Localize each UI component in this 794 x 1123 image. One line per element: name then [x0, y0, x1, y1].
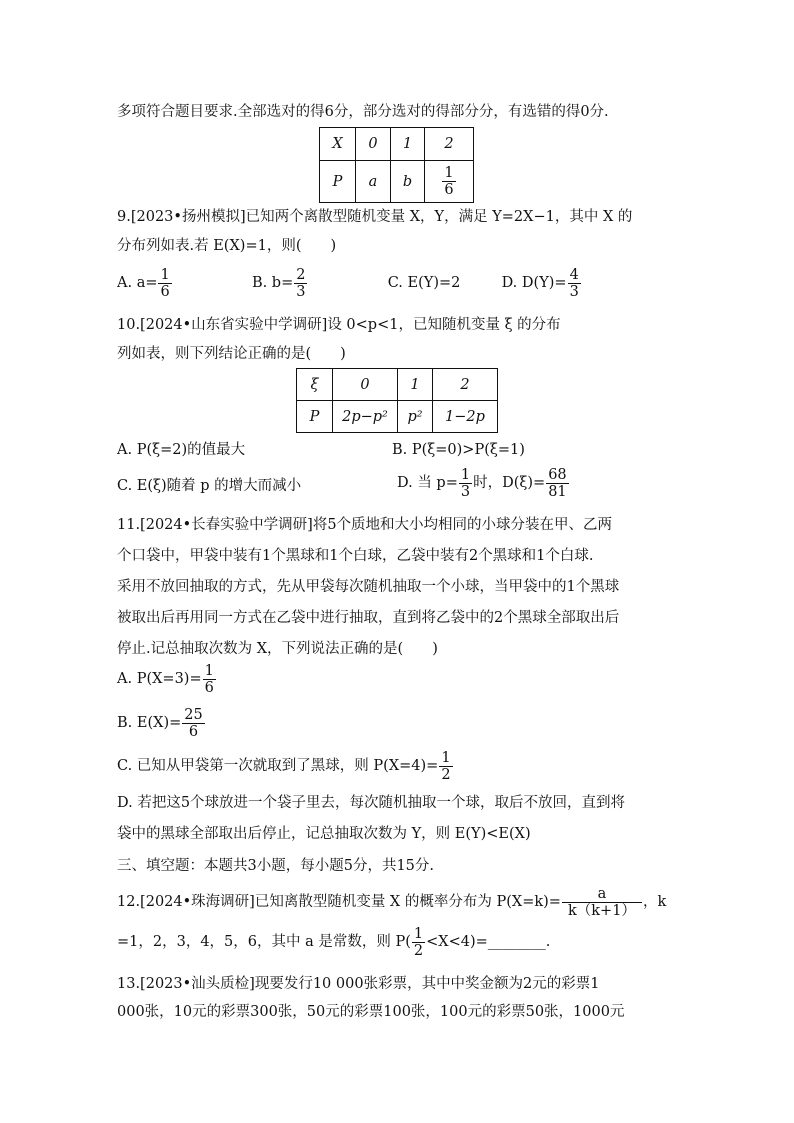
q10-line2: 列如表，则下列结论正确的是( ) [117, 346, 346, 362]
q11-line4: 被取出后再用同一方式在乙袋中进行抽取，直到将乙袋中的2个黑球全部取出后 [117, 610, 620, 626]
q11-option-d1: D. 若把这5个球放进一个袋子里去，每次随机抽取一个球，取后不放回，直到将 [117, 795, 626, 811]
table-cell: p² [398, 401, 433, 433]
intro-line: 多项符合题目要求.全部选对的得6分，部分选对的得部分分，有选错的得0分. [117, 104, 609, 120]
q9-option-a: A. a= $\frac{1}{6}$ [117, 266, 170, 300]
q10-option-d: D. 当 p= $\frac{1}{3}$ 时，D(ξ)= $\frac{68}{81}$ [397, 466, 567, 500]
q9-option-b: B. b= $\frac{2}{3}$ [251, 266, 306, 300]
table-cell: P [320, 161, 356, 203]
frac-num: 1 [444, 165, 454, 181]
q12-line1: 12.[2024•珠海调研]已知离散型随机变量 X 的概率分布为 P(X=k)= $\frac{a}{k(k+1)}$ ，k [117, 885, 667, 919]
table-cell: 2 [433, 369, 498, 401]
q13-line1: 13.[2023•汕头质检]现要发行10 000张彩票，其中中奖金额为2元的彩票1 [117, 976, 600, 992]
q9-options [117, 266, 582, 300]
table-cell: b [391, 161, 425, 203]
q10-option-b: B. P(ξ=0)>P(ξ=1) [392, 442, 525, 458]
q10-option-c: C. E(ξ)随着 p 的增大而减小 [117, 478, 302, 494]
q11-option-d2: 袋中的黑球全部取出后停止，记总抽取次数为 Y，则 E(Y)<E(X) [117, 826, 531, 842]
q9-distribution-table [319, 127, 474, 203]
q9-line2: 分布列如表.若 E(X)=1，则( ) [117, 238, 337, 254]
q10-line1: 10.[2024•山东省实验中学调研]设 0<p<1，已知随机变量 ξ 的分布 [117, 317, 561, 333]
q10-option-a: A. P(ξ=2)的值最大 [117, 442, 246, 458]
q11-option-b: B. E(X)= $\frac{25}{6}$ [117, 706, 203, 740]
q11-option-c: C. 已知从甲袋第一次就取到了黑球，则 P(X=4)= $\frac{1}{2}$ [117, 749, 451, 783]
table-cell: 0 [333, 369, 398, 401]
table-cell: 2p−p² [333, 401, 398, 433]
q9-option-d: D. D(Y)= $\frac{4}{3}$ [501, 266, 579, 300]
q11-line2: 个口袋中，甲袋中装有1个黑球和1个白球，乙袋中装有2个黑球和1个白球. [117, 548, 594, 564]
q10-distribution-table [296, 368, 498, 433]
q11-line5: 停止.记总抽取次数为 X，下列说法正确的是( ) [117, 641, 438, 657]
q11-option-a: A. P(X=3)= $\frac{1}{6}$ [117, 662, 214, 696]
frac-den: 6 [444, 182, 454, 198]
table-cell: a [356, 161, 391, 203]
q11-line1: 11.[2024•长春实验中学调研]将5个质地和大小均相同的小球分装在甲、乙两 [117, 517, 613, 533]
q9-line1: 9.[2023•扬州模拟]已知两个离散型随机变量 X，Y，满足 Y=2X−1，其中 X 的 [117, 209, 633, 225]
table-cell: 0 [356, 128, 391, 161]
q11-line3: 采用不放回抽取的方式，先从甲袋每次随机抽取一个小球，当甲袋中的1个黑球 [117, 579, 620, 595]
table-cell-fraction [425, 161, 474, 203]
q9-option-c: C. E(Y)=2 [387, 275, 461, 291]
table-cell: P [297, 401, 333, 433]
table-cell: 2 [425, 128, 474, 161]
table-cell: 1 [391, 128, 425, 161]
table-cell: X [320, 128, 356, 161]
table-cell: ξ [297, 369, 333, 401]
table-cell: 1 [398, 369, 433, 401]
section-heading: 三、填空题：本题共3小题，每小题5分，共15分. [117, 858, 435, 874]
table-cell: 1−2p [433, 401, 498, 433]
q12-line2: =1，2，3，4，5，6，其中 a 是常数，则 P( $\frac{1}{2}$ <X<4)=________. [117, 925, 551, 959]
q13-line2: 000张，10元的彩票300张，50元的彩票100张，100元的彩票50张，1000元 [117, 1004, 625, 1020]
